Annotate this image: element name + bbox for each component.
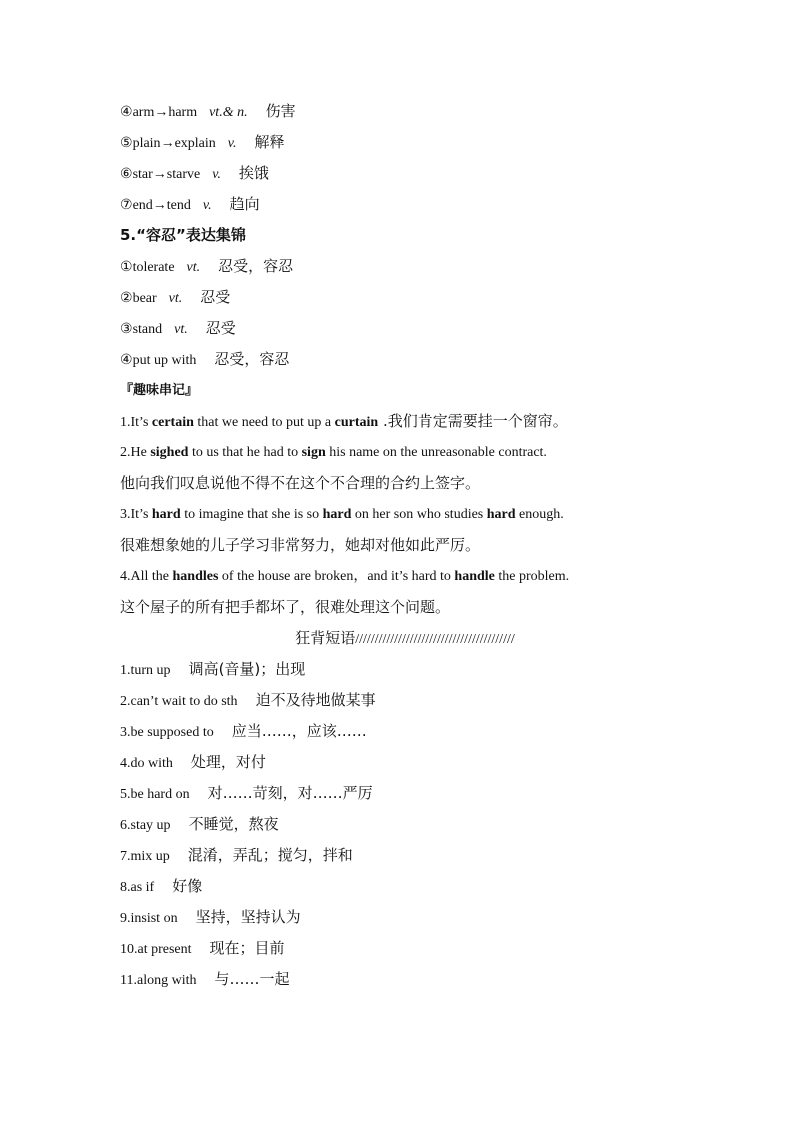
item-number: ⑤: [120, 136, 133, 151]
item-number: ⑦: [120, 198, 133, 213]
base-word: plain: [132, 136, 161, 151]
phrase-en: 6.stay up: [120, 818, 171, 833]
item-number: ④: [120, 105, 133, 120]
phrase-en: 5.be hard on: [120, 787, 190, 802]
derived-word: explain: [174, 136, 216, 151]
item-number: ②: [120, 291, 133, 306]
phrase-item: [120, 933, 680, 964]
word: tolerate: [132, 260, 175, 275]
phrase-cn: 坚持，坚持认为: [195, 908, 301, 926]
keyword: sign: [301, 445, 326, 460]
derived-word: tend: [166, 198, 191, 213]
sentence-text: .我们肯定需要挂一个窗帘。: [378, 412, 568, 430]
derived-word: harm: [168, 105, 198, 120]
fun-sentence-4-translation: 这个屋子的所有把手都坏了，很难处理这个问题。: [120, 598, 451, 616]
keyword: curtain: [334, 415, 379, 430]
keyword: certain: [151, 415, 194, 430]
phrase-item: [120, 654, 680, 685]
keyword: hard: [322, 507, 352, 522]
sentence-text: to us that he had to: [188, 445, 302, 460]
phrase-cn: 对……苛刻，对……严厉: [207, 784, 373, 802]
phrase-item: [120, 871, 680, 902]
meaning: 忍受，容忍: [218, 257, 294, 275]
tolerate-item-2: [120, 282, 680, 313]
arrow-icon: →: [152, 167, 167, 182]
keyword: hard: [486, 507, 516, 522]
keyword: handles: [172, 569, 219, 584]
meaning: 解释: [254, 133, 285, 151]
word-pair-6: [120, 158, 680, 189]
fun-section-title: 『趣味串记』: [120, 383, 199, 398]
phrase-en: 1.turn up: [120, 663, 171, 678]
fun-sentence-1: [120, 406, 680, 437]
fun-sentence-2-translation: 他向我们叹息说他不得不在这个不合理的合约上签字。: [120, 474, 481, 492]
phrases-section-title: [120, 623, 680, 654]
phrase-cn: 好像: [172, 877, 203, 895]
phrase-en: 3.be supposed to: [120, 725, 214, 740]
sentence-text: 1.It’s: [120, 415, 152, 430]
tolerate-item-3: [120, 313, 680, 344]
phrase-item: [120, 964, 680, 995]
meaning: 忍受: [200, 288, 231, 306]
tolerate-section-title: 5.“容忍”表达集锦: [120, 226, 246, 244]
keyword: hard: [151, 507, 181, 522]
decorative-slashes: /////////////////////////////////////////: [355, 632, 515, 647]
item-number: ⑥: [120, 167, 133, 182]
word-pair-5: [120, 127, 680, 158]
document-page: [120, 96, 680, 995]
sentence-text: the problem.: [494, 569, 570, 584]
sentence-text: of the house are broken，and it’s hard to: [218, 569, 455, 584]
part-of-speech: vt.: [174, 322, 188, 337]
phrase-cn: 与……一起: [214, 970, 290, 988]
phrase-cn: 调高(音量)；出现: [188, 660, 306, 678]
phrase-item: [120, 747, 680, 778]
phrase-item: [120, 778, 680, 809]
phrase-en: 8.as if: [120, 880, 155, 895]
phrase-item: [120, 840, 680, 871]
sentence-text: 3.It’s: [120, 507, 152, 522]
base-word: end: [132, 198, 153, 213]
part-of-speech: vt.: [168, 291, 183, 306]
base-word: arm: [132, 105, 155, 120]
phrase-item: [120, 716, 680, 747]
meaning: 挨饿: [238, 164, 269, 182]
phrase-cn: 处理，对付: [190, 753, 266, 771]
phrase-en: 9.insist on: [120, 911, 178, 926]
section-heading: 狂背短语: [295, 629, 356, 647]
word: bear: [132, 291, 157, 306]
part-of-speech: vt.& n.: [209, 105, 248, 120]
phrase-en: 2.can’t wait to do sth: [120, 694, 238, 709]
part-of-speech: v.: [227, 136, 237, 151]
item-number: ③: [120, 322, 133, 337]
keyword: handle: [454, 569, 495, 584]
sentence-text: that we need to put up a: [193, 415, 335, 430]
word: stand: [132, 322, 163, 337]
fun-sentence-4: [120, 561, 680, 592]
part-of-speech: v.: [202, 198, 212, 213]
sentence-text: enough.: [515, 507, 564, 522]
item-number: ①: [120, 260, 133, 275]
meaning: 趋向: [229, 195, 260, 213]
fun-sentence-3: [120, 499, 680, 530]
word-pair-4: [120, 96, 680, 127]
meaning: 忍受: [205, 319, 236, 337]
arrow-icon: →: [154, 105, 169, 120]
keyword: sighed: [150, 445, 189, 460]
base-word: star: [132, 167, 153, 182]
sentence-text: his name on the unreasonable contract.: [325, 445, 547, 460]
phrase-cn: 现在；目前: [209, 939, 285, 957]
word: put up with: [132, 353, 197, 368]
sentence-text: to imagine that she is so: [180, 507, 323, 522]
arrow-icon: →: [160, 136, 175, 151]
sentence-text: 4.All the: [120, 569, 173, 584]
phrase-cn: 不睡觉，熬夜: [188, 815, 279, 833]
fun-sentence-2: [120, 437, 680, 468]
phrase-cn: 迫不及待地做某事: [255, 691, 376, 709]
arrow-icon: →: [152, 198, 167, 213]
word-pair-7: [120, 189, 680, 220]
phrase-en: 10.at present: [120, 942, 192, 957]
tolerate-item-1: [120, 251, 680, 282]
meaning: 伤害: [265, 102, 296, 120]
fun-sentence-3-translation: 很难想象她的儿子学习非常努力，她却对他如此严厉。: [120, 536, 481, 554]
sentence-text: on her son who studies: [351, 507, 487, 522]
sentence-text: 2.He: [120, 445, 151, 460]
item-number: ④: [120, 353, 133, 368]
phrase-cn: 应当……，应该……: [231, 722, 367, 740]
phrase-en: 7.mix up: [120, 849, 170, 864]
phrase-item: [120, 685, 680, 716]
phrase-en: 11.along with: [120, 973, 197, 988]
meaning: 忍受，容忍: [214, 350, 290, 368]
phrase-item: [120, 902, 680, 933]
phrase-en: 4.do with: [120, 756, 173, 771]
phrase-item: [120, 809, 680, 840]
phrase-cn: 混淆，弄乱；搅匀，拌和: [187, 846, 353, 864]
part-of-speech: v.: [212, 167, 221, 182]
derived-word: starve: [166, 167, 201, 182]
tolerate-item-4: [120, 344, 680, 375]
part-of-speech: vt.: [186, 260, 201, 275]
